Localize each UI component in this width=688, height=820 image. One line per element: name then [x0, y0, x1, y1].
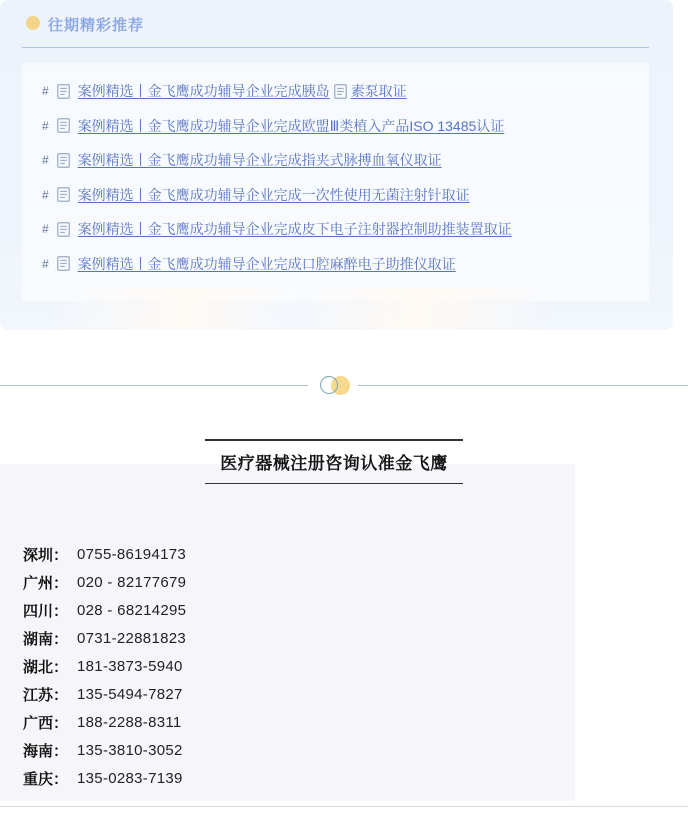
- phone-region-label: 湖北：: [23, 658, 69, 676]
- phone-number: 135-0283-7139: [77, 769, 183, 787]
- wave-decoration: [0, 288, 673, 330]
- article-row: [42, 178, 642, 213]
- phone-number: 135-3810-3052: [77, 741, 183, 759]
- bullet-dot-icon: [26, 16, 40, 30]
- heading-divider: [22, 47, 649, 48]
- article-link[interactable]: [78, 150, 442, 170]
- document-icon: [57, 84, 70, 99]
- phone-number: 028 - 68214295: [77, 601, 187, 619]
- phone-row: [23, 596, 186, 624]
- phone-number: 135-5494-7827: [77, 685, 183, 703]
- phone-row: [23, 736, 186, 764]
- article-link[interactable]: [78, 81, 407, 101]
- divider-line-right: [358, 385, 688, 386]
- phone-number: 0755-86194173: [77, 545, 187, 563]
- hash-symbol: #: [42, 118, 49, 133]
- article-row: [42, 247, 642, 282]
- divider-ring-icon: [320, 376, 338, 394]
- phone-number: 181-3873-5940: [77, 657, 183, 675]
- article-row: [42, 109, 642, 144]
- document-icon: [57, 153, 70, 168]
- phone-region-label: 四川：: [23, 602, 69, 620]
- article-list: [42, 74, 642, 281]
- phone-row: [23, 568, 186, 596]
- phone-region-label: 湖南：: [23, 630, 69, 648]
- phone-region-label: 深圳：: [23, 546, 69, 564]
- article-link[interactable]: [78, 185, 470, 205]
- hash-symbol: #: [42, 222, 49, 237]
- hash-symbol: #: [42, 84, 49, 99]
- article-link-text: 案例精选丨金飞鹰成功辅导企业完成一次性使用无菌注射针取证: [77, 186, 470, 203]
- article-link[interactable]: [78, 219, 512, 239]
- article-link-text: 素泵取证: [350, 83, 407, 100]
- contact-title: 医疗器械注册咨询认准金飞鹰: [220, 453, 448, 473]
- article-row: [42, 143, 642, 178]
- phone-region-label: 广西：: [23, 714, 69, 732]
- phone-number: 0731-22881823: [77, 629, 187, 647]
- document-icon: [334, 84, 347, 99]
- article-row: [42, 74, 642, 109]
- recommend-section: [0, 0, 673, 330]
- phone-list: [23, 540, 186, 792]
- phone-region-label: 海南：: [23, 742, 69, 760]
- hash-symbol: #: [42, 153, 49, 168]
- article-link-text: 案例精选丨金飞鹰成功辅导企业完成口腔麻醉电子助推仪取证: [77, 255, 456, 272]
- article-link-text: 案例精选丨金飞鹰成功辅导企业完成欧盟Ⅲ类植入产品ISO 13485认证: [77, 117, 505, 134]
- phone-number: 020 - 82177679: [77, 573, 187, 591]
- phone-region-label: 重庆：: [23, 770, 69, 788]
- phone-row: [23, 708, 186, 736]
- article-link-text: 案例精选丨金飞鹰成功辅导企业完成皮下电子注射器控制助推装置取证: [77, 221, 512, 238]
- contact-title-block: [205, 439, 463, 484]
- article-link[interactable]: [78, 254, 456, 274]
- phone-row: [23, 764, 186, 792]
- article-link-text: 案例精选丨金飞鹰成功辅导企业完成胰岛: [77, 83, 330, 100]
- title-rule-bottom: [205, 483, 463, 485]
- document-icon: [57, 187, 70, 202]
- recommend-heading: 往期精彩推荐: [48, 17, 145, 34]
- article-row: [42, 212, 642, 247]
- document-icon: [57, 118, 70, 133]
- hash-symbol: #: [42, 187, 49, 202]
- phone-row: [23, 680, 186, 708]
- phone-row: [23, 624, 186, 652]
- article-link-text: 案例精选丨金飞鹰成功辅导企业完成指夹式脉搏血氧仪取证: [77, 152, 442, 169]
- hash-symbol: #: [42, 256, 49, 271]
- bottom-divider: [0, 806, 688, 807]
- document-icon: [57, 256, 70, 271]
- article-link[interactable]: [78, 116, 505, 136]
- phone-region-label: 广州：: [23, 574, 69, 592]
- divider-line-left: [0, 385, 308, 386]
- phone-row: [23, 652, 186, 680]
- phone-row: [23, 540, 186, 568]
- phone-region-label: 江苏：: [23, 686, 69, 704]
- phone-number: 188-2288-8311: [77, 713, 182, 731]
- document-icon: [57, 222, 70, 237]
